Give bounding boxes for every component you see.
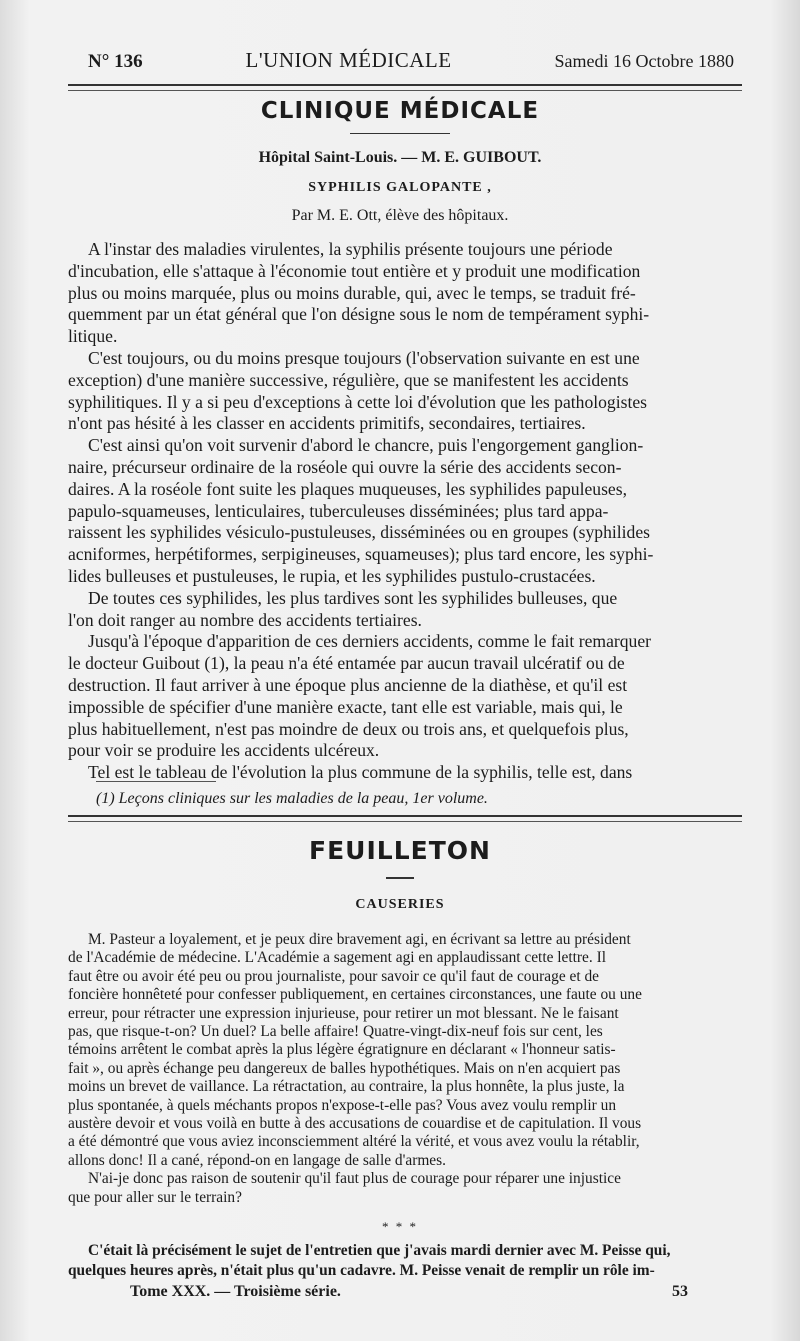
- text-line: plus ou moins marquée, plus ou moins durable, qui, avec le temps, se traduit fré-: [68, 282, 636, 303]
- text-line: moins un brevet de vaillance. La rétractation, au contraire, la plus honnête, la plus juste, la: [68, 1078, 625, 1096]
- text-line: austère devoir et vous voilà en butte à des accusations de couardise et de capitulation. Il vous: [68, 1115, 642, 1132]
- text-line: litique.: [68, 326, 118, 347]
- text-line: quelques heures après, n'était plus qu'un cadavre. M. Peisse venait de remplir un rôle im-: [68, 1262, 655, 1279]
- issue-date: Samedi 16 Octobre 1880: [554, 51, 734, 71]
- text-line: acniformes, herpétiformes, serpigineuses, squameuses); plus tard encore, les syphi-: [68, 544, 654, 565]
- text-line: syphilitiques. Il y a si peu d'exceptions à cette loi d'évolution que les pathologistes: [68, 391, 648, 412]
- feuilleton-subtitle: CAUSERIES: [355, 897, 445, 912]
- text-line: fait », ou après échange peu dangereux de balles hypothétiques. Mais on n'en acquiert pas: [68, 1059, 621, 1077]
- page-header: [88, 48, 734, 73]
- text-line: C'est ainsi qu'on voit survenir d'abord le chancre, puis l'engorgement ganglion-: [88, 435, 644, 456]
- page-number: 53: [672, 1283, 688, 1300]
- text-line: foncière honnêteté pour confesser publiquement, en certaines circonstances, une faute ou une: [68, 986, 642, 1004]
- text-line: d'incubation, elle s'attaque à l'économie tout entière et y produit une modification: [68, 260, 641, 281]
- text-line: que pour aller sur le terrain?: [68, 1188, 242, 1206]
- text-line: lides bulleuses et pustuleuses, le rupia, et les syphilides pustulo-crustacées.: [68, 566, 596, 586]
- journal-title: L'UNION MÉDICALE: [245, 48, 452, 72]
- text-line: exception) d'une manière successive, régulière, que se manifestent les accidents: [68, 369, 629, 390]
- footnote: (1) Leçons cliniques sur les maladies de la peau, 1er volume.: [96, 790, 488, 807]
- text-line: faut être ou avoir été peu ou prou journaliste, pour savoir ce qu'il faut de courage et de: [68, 967, 599, 985]
- text-line: pour voir se produire les accidents ulcéreux.: [68, 740, 380, 761]
- text-line: Tel est le tableau de l'évolution la plus commune de la syphilis, telle est, dans: [88, 762, 633, 783]
- section-title-clinique: CLINIQUE MÉDICALE: [260, 98, 540, 124]
- text-line: allons donc! Il a cané, répond-on en langage de salle d'armes.: [68, 1151, 446, 1169]
- text-line: destruction. Il faut arriver à une époque plus ancienne de la diathèse, et qu'il est: [68, 675, 628, 695]
- text-line: plus spontanée, à quels méchants propos n'expose-t-elle pas? Vous avez voulu remplir un: [68, 1096, 617, 1114]
- text-line: plus habituellement, n'est pas moindre de deux ou trois ans, et quelquefois plus,: [68, 718, 629, 739]
- text-line: C'est toujours, ou du moins presque toujours (l'observation suivante en est une: [88, 348, 640, 368]
- text-line: témoins arrêtent le combat après la plus légère égratignure en déclarant « l'honneur satis-: [68, 1041, 616, 1059]
- text-line: naire, précurseur ordinaire de la roséole qui ouvre la série des accidents secon-: [68, 457, 622, 477]
- footnote-rule: [96, 781, 216, 782]
- text-line: papulo-squameuses, lenticulaires, tuberculeuses disséminées; plus tard appa-: [68, 500, 609, 521]
- issue-number: N° 136: [88, 51, 143, 72]
- text-line: A l'instar des maladies virulentes, la syphilis présente toujours une période: [88, 239, 613, 259]
- text-line: M. Pasteur a loyalement, et je peux dire bravement agi, en écrivant sa lettre au président: [88, 931, 631, 948]
- header-rule: [68, 84, 742, 91]
- text-line: De toutes ces syphilides, les plus tardives sont les syphilides bulleuses, que: [88, 587, 618, 608]
- feuilleton-rule: [68, 815, 742, 822]
- text-line: Jusqu'à l'époque d'apparition de ces derniers accidents, comme le fait remarquer: [88, 631, 651, 652]
- text-line: daires. A la roséole font suite les plaques muqueuses, les syphilides papuleuses,: [68, 478, 627, 499]
- section-title-feuilleton: FEUILLETON: [309, 836, 491, 865]
- article-subject: SYPHILIS GALOPANTE ,: [308, 180, 492, 195]
- hospital-line: Hôpital Saint-Louis. — M. E. GUIBOUT.: [258, 149, 542, 166]
- article-author: Par M. E. Ott, élève des hôpitaux.: [291, 207, 509, 224]
- footer-volume: Tome XXX. — Troisième série.: [130, 1283, 341, 1300]
- text-line: erreur, pour rétracter une expression injurieuse, pour retirer un mot blessant. Ne le faisant: [68, 1004, 619, 1022]
- section-separator: * * *: [382, 1219, 418, 1234]
- title-rule: [350, 133, 450, 134]
- text-line: quemment par un état général que l'on désigne sous le nom de tempérament syphi-: [68, 304, 650, 325]
- text-line: N'ai-je donc pas raison de soutenir qu'il faut plus de courage pour réparer une injustice: [88, 1170, 621, 1188]
- text-line: raissent les syphilides vésiculo-pustuleuses, disséminées ou en groupes (syphilides: [68, 522, 650, 543]
- text-line: l'on doit ranger au nombre des accidents tertiaires.: [68, 609, 422, 630]
- feuilleton-dash: [386, 877, 414, 879]
- text-line: le docteur Guibout (1), la peau n'a été entamée par aucun travail ulcératif ou de: [68, 653, 625, 674]
- text-line: C'était là précisément le sujet de l'entretien que j'avais mardi dernier avec M. Peisse qui,: [88, 1242, 671, 1259]
- text-line: n'ont pas hésité à les classer en accidents primitifs, secondaires, tertiaires.: [68, 413, 586, 434]
- text-line: pas, que risque-t-on? Un duel? La belle affaire! Quatre-vingt-dix-neuf fois sur cent, les: [68, 1023, 603, 1040]
- text-line: impossible de spécifier d'une manière exacte, tant elle est variable, mais qui, le: [68, 696, 623, 717]
- text-line: de l'Académie de médecine. L'Académie a sagement agi en applaudissant cette lettre. Il: [68, 949, 606, 967]
- text-line: a été démontré que vous aviez inconsciemment altéré la vérité, et vous avez voulu la rétablir,: [68, 1133, 640, 1151]
